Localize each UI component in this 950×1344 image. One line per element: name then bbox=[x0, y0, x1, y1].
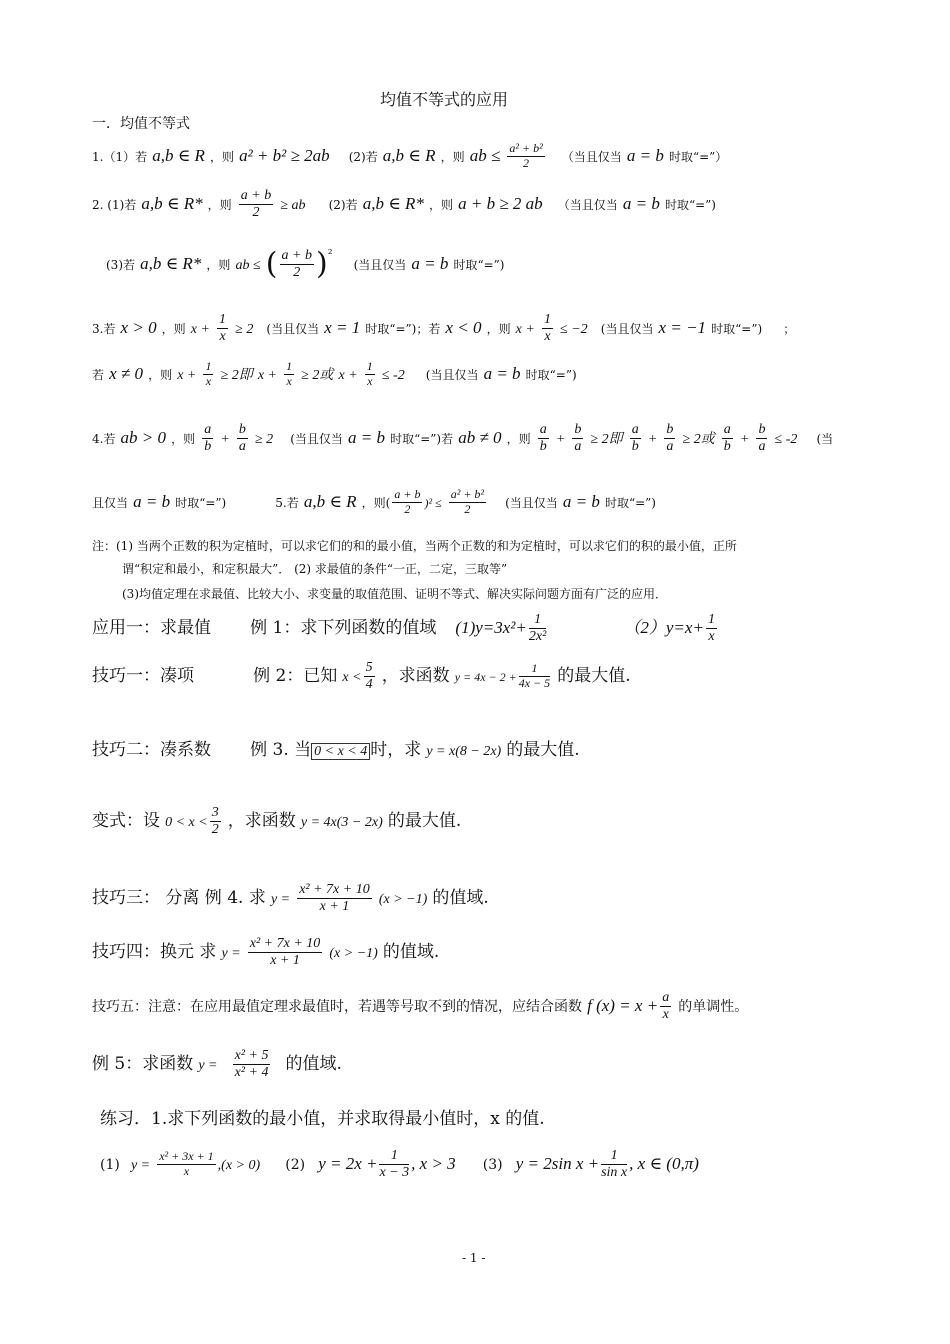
fraction: $\frac{1}{\text{2x²}}$ bbox=[528, 612, 547, 645]
fraction: $\frac{a + b}{2}$ bbox=[240, 188, 272, 221]
formula-line-2: 2. (1)若 a,b ∈ R* ，则 $\frac{a + b}{2}$ ≥ ab (2)若 a,b ∈ R* ，则 a + b ≥ 2 ab （当且仅当 a = b 时取“=”) bbox=[92, 188, 716, 221]
tip-2: 技巧二：凑系数 例 3. 当 0 < x < 4 时，求 y = x(8 − 2x) 的最大值. bbox=[92, 740, 580, 760]
practice-heading: 练习．1.求下列函数的最小值，并求取得最小值时，x 的值. bbox=[100, 1109, 545, 1129]
fraction: $\frac{1}{4x - 5}$ bbox=[518, 661, 551, 691]
fraction: $\frac{1}{x}$ bbox=[366, 359, 373, 388]
fraction: $\frac{\text{x² + 3x + 1}}{x}$ bbox=[159, 1149, 214, 1179]
formula-line-5: 若 x ≠ 0 ，则 x + $\frac{1}{x}$ ≥ 2即 x + $\frac{1}{x}$ ≥ 2或 x + $\frac{1}{x}$ ≤ -2 (当且仅当 a = b 时取“=”) bbox=[92, 359, 577, 388]
note-1: 注：(1) 当两个正数的积为定植时，可以求它们的和的最小值，当两个正数的和为定植时，可以求它们的积的最小值，正所 bbox=[92, 539, 737, 553]
variant: 变式：设 0 < x < $\frac{3}{2}$ ，求函数 y = 4x(3 − 2x) 的最大值. bbox=[92, 805, 462, 838]
formula-line-3: (3)若 a,b ∈ R* ，则 ab ≤ ( $\frac{a + b}{2}$ )$^{^2}$ (当且仅当 a = b 时取“=”) bbox=[106, 246, 505, 282]
fraction: $\frac{b}{a}$ bbox=[666, 422, 674, 455]
formula-line-7: 且仅当 a = b 时取“=”) 5.若 a,b ∈ R ，则( $\frac{a + b}{2}$ )² ≤ $\frac{\text{a² + b²}}{2}$ (当且仅当 a = b 时取“=”) bbox=[92, 487, 656, 516]
formula-line-1: 1.（1）若 a,b ∈ R ，则 a² + b² ≥ 2ab (2)若 a,b ∈ R ，则 ab ≤ $\frac{\text{a² + b²}}{2}$ （当且仅当 a = b 时取“=”） bbox=[92, 141, 728, 170]
fraction: $\frac{b}{a}$ bbox=[758, 422, 766, 455]
fraction: $\frac{\text{a² + b²}}{2}$ bbox=[509, 141, 543, 170]
fraction: $\frac{1}{x}$ bbox=[286, 359, 293, 388]
fraction: $\frac{5}{4}$ bbox=[365, 660, 373, 693]
practice-problems: (1) y = $\frac{\text{x² + 3x + 1}}{x}$ ,(x > 0) (2) y = 2x + $\frac{1}{x - 3}$ , x > 3 (3) y = 2sin x + $\frac{1}{\text{sin x}}$ , x ∈ (0,π) bbox=[100, 1148, 699, 1181]
fraction: $\frac{1}{x - 3}$ bbox=[379, 1148, 410, 1181]
fraction: $\frac{a}{b}$ bbox=[723, 422, 731, 455]
formula-line-6: 4.若 ab > 0 ，则 $\frac{a}{b}$ + $\frac{b}{a}$ ≥ 2 (当且仅当 a = b 时取“=”)若 ab ≠ 0 ，则 $\frac{a}{b}$ + $\frac{b}{a}$ ≥ 2即 $\frac{a}{b}$ + $\frac{b}{a}$ ≥ 2或 $\frac{a}{b}$ + $\frac{b}{a}$ ≤ -2 (当 bbox=[92, 422, 834, 455]
page-number: - 1 - bbox=[462, 1251, 486, 1265]
page-title: 均值不等式的应用 bbox=[380, 90, 509, 109]
fraction: $\frac{1}{x}$ bbox=[543, 312, 551, 345]
fraction: $\frac{1}{x}$ bbox=[707, 612, 715, 645]
fraction: $\frac{b}{a}$ bbox=[238, 422, 246, 455]
note-2: 谓“积定和最小，和定积最大”． (2) 求最值的条件“一正，二定，三取等” bbox=[122, 562, 508, 576]
fraction: $\frac{\text{a² + b²}}{2}$ bbox=[450, 487, 485, 516]
fraction: $\frac{a + b}{2}$ bbox=[281, 248, 312, 281]
tip-4: 技巧四：换元 求 y = $\frac{\text{x² + 7x + 10}}{x + 1}$ (x > −1) 的值域. bbox=[92, 936, 440, 969]
note-3: (3)均值定理在求最值、比较大小、求变量的取值范围、证明不等式、解决实际问题方面有广泛的应用． bbox=[122, 587, 668, 601]
fraction: $\frac{1}{x}$ bbox=[219, 312, 227, 345]
fraction: $\frac{1}{x}$ bbox=[205, 359, 212, 388]
fraction: $\frac{a}{b}$ bbox=[539, 422, 547, 455]
fraction: $\frac{3}{2}$ bbox=[211, 805, 219, 838]
tip-1: 技巧一：凑项 例 2：已知 x < $\frac{5}{4}$ ，求函数 y = 4x − 2 + $\frac{1}{4x - 5}$ 的最大值. bbox=[92, 660, 631, 693]
fraction: $\frac{a}{x}$ bbox=[662, 990, 670, 1023]
fraction: $\frac{a}{b}$ bbox=[204, 422, 212, 455]
example-5: 例 5：求函数 y = $\frac{\text{x² + 5}}{\text{x² + 4}}$ 的值域. bbox=[92, 1048, 342, 1081]
fraction: $\frac{\text{x² + 5}}{\text{x² + 4}}$ bbox=[234, 1048, 269, 1081]
fraction: $\frac{\text{x² + 7x + 10}}{x + 1}$ bbox=[299, 882, 370, 915]
fraction: $\frac{1}{\text{sin x}}$ bbox=[601, 1148, 628, 1181]
formula-line-4: 3.若 x > 0 ，则 x + $\frac{1}{x}$ ≥ 2 (当且仅当 x = 1 时取“=”)；若 x < 0 ，则 x + $\frac{1}{x}$ ≤ −2 (当且仅当 x = −1 时取“=”) ； bbox=[92, 312, 796, 345]
section-heading: 一．均值不等式 bbox=[92, 116, 190, 132]
application-1: 应用一：求最值 例 1：求下列函数的值域 (1)y=3x²+ $\frac{1}{\text{2x²}}$ （2）y=x+ $\frac{1}{x}$ bbox=[92, 612, 715, 645]
fraction: $\frac{\text{x² + 7x + 10}}{x + 1}$ bbox=[249, 936, 321, 969]
fraction: $\frac{b}{a}$ bbox=[574, 422, 582, 455]
tip-5: 技巧五：注意：在应用最值定理求最值时，若遇等号取不到的情况，应结合函数 f (x) = x + $\frac{a}{x}$ 的单调性。 bbox=[92, 990, 749, 1023]
tip-3: 技巧三： 分离 例 4. 求 y = $\frac{\text{x² + 7x + 10}}{x + 1}$ (x > −1) 的值域. bbox=[92, 882, 489, 915]
fraction: $\frac{a}{b}$ bbox=[631, 422, 639, 455]
fraction: $\frac{a + b}{2}$ bbox=[394, 487, 421, 516]
